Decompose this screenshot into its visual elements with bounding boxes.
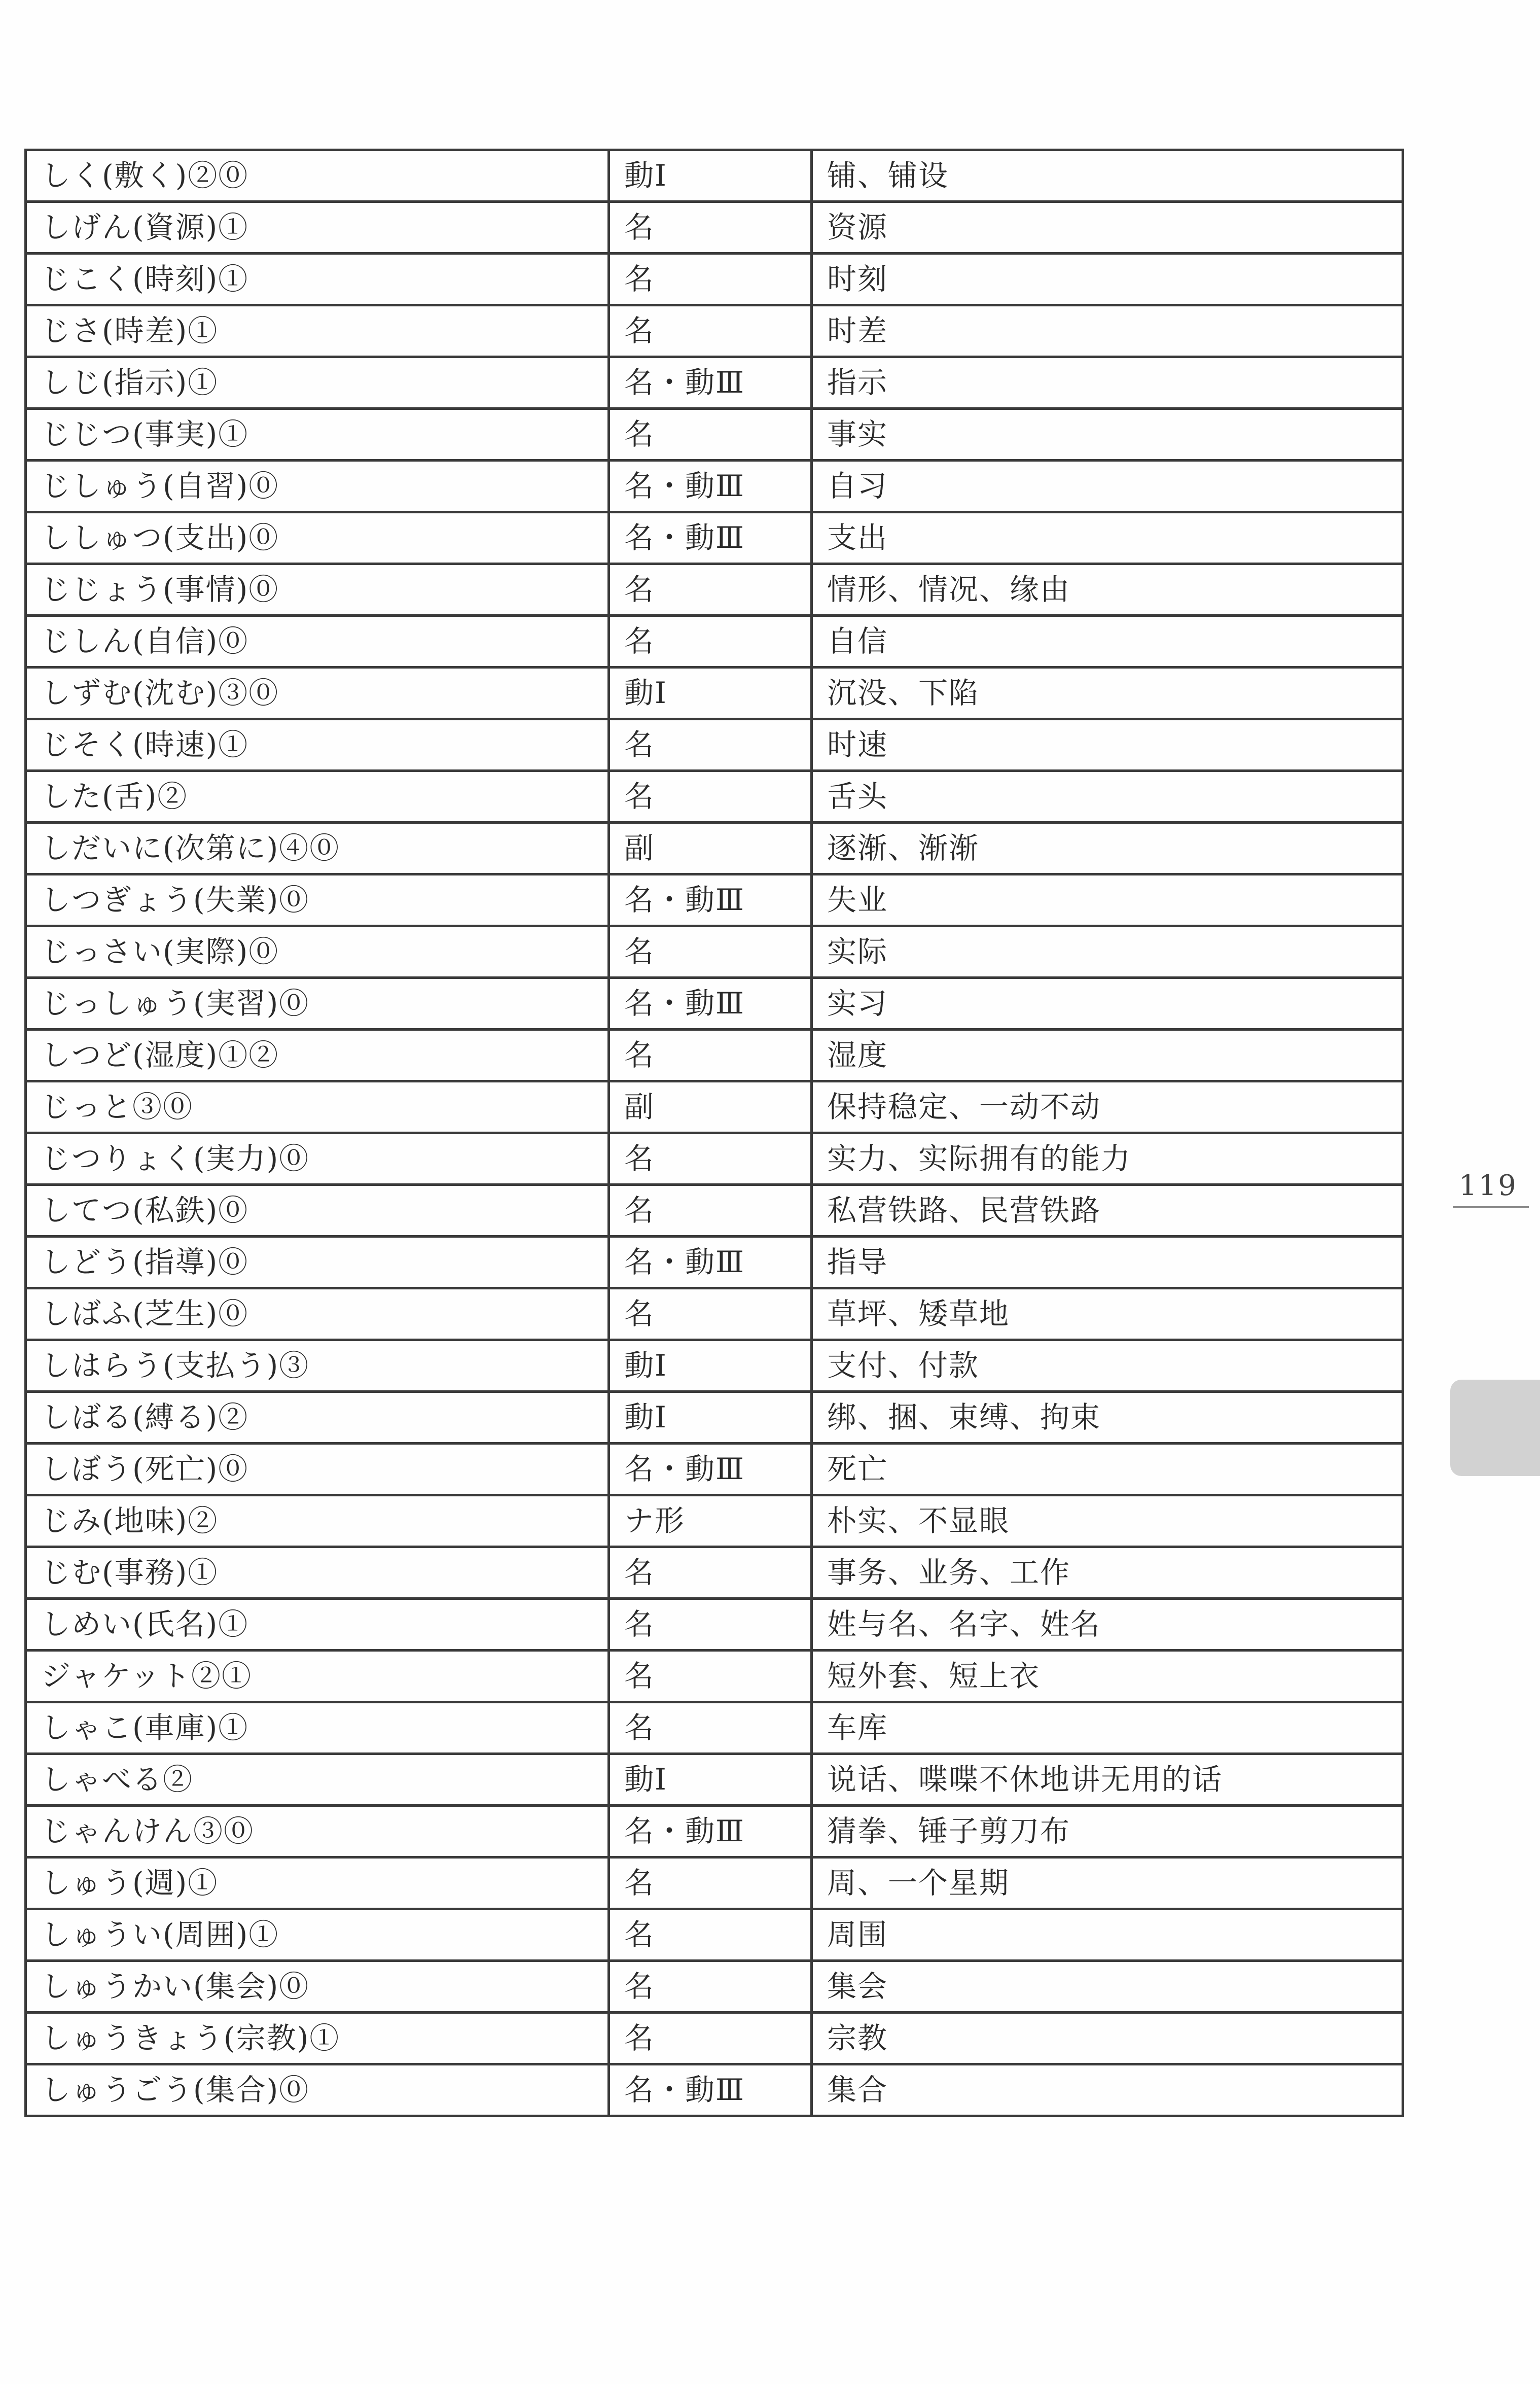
table-row	[26, 1185, 1403, 1237]
word-cell: してつ(私鉄)⓪	[26, 1185, 609, 1237]
vocabulary-table	[24, 149, 1404, 2117]
table-row	[26, 2064, 1403, 2116]
part-of-speech-cell: 動Ⅰ	[609, 668, 812, 719]
meaning-cell: 情形、情况、缘由	[812, 564, 1403, 616]
meaning-cell: 草坪、矮草地	[812, 1288, 1403, 1340]
table-row	[26, 1288, 1403, 1340]
part-of-speech-cell: 動Ⅰ	[609, 1340, 812, 1392]
word-cell: しゃこ(車庫)①	[26, 1702, 609, 1754]
part-of-speech-cell: 名	[609, 1547, 812, 1599]
part-of-speech-cell: 名	[609, 1030, 812, 1081]
word-cell: じゃんけん③⓪	[26, 1806, 609, 1857]
table-row	[26, 1599, 1403, 1651]
table-row	[26, 978, 1403, 1030]
word-cell: しぼう(死亡)⓪	[26, 1444, 609, 1495]
table-row	[26, 1444, 1403, 1495]
table-row	[26, 616, 1403, 668]
table-row	[26, 1806, 1403, 1857]
part-of-speech-cell: 名	[609, 1133, 812, 1185]
part-of-speech-cell: 名	[609, 1909, 812, 1961]
table-row	[26, 305, 1403, 357]
table-row	[26, 1702, 1403, 1754]
table-row	[26, 668, 1403, 719]
table-row	[26, 150, 1403, 202]
part-of-speech-cell: 名	[609, 616, 812, 668]
table-row	[26, 461, 1403, 512]
meaning-cell: 失业	[812, 874, 1403, 926]
word-cell: しずむ(沈む)③⓪	[26, 668, 609, 719]
part-of-speech-cell: 名	[609, 1599, 812, 1651]
word-cell: じじょう(事情)⓪	[26, 564, 609, 616]
part-of-speech-cell: 名	[609, 1651, 812, 1702]
meaning-cell: 自信	[812, 616, 1403, 668]
part-of-speech-cell: 名・動Ⅲ	[609, 1806, 812, 1857]
part-of-speech-cell: 名	[609, 254, 812, 305]
word-cell: しく(敷く)②⓪	[26, 150, 609, 202]
page-number-underline	[1453, 1206, 1529, 1208]
part-of-speech-cell: 名・動Ⅲ	[609, 461, 812, 512]
part-of-speech-cell: 名・動Ⅲ	[609, 2064, 812, 2116]
part-of-speech-cell: 動Ⅰ	[609, 1754, 812, 1806]
word-cell: じむ(事務)①	[26, 1547, 609, 1599]
part-of-speech-cell: 名・動Ⅲ	[609, 1237, 812, 1288]
part-of-speech-cell: 名	[609, 1961, 812, 2013]
part-of-speech-cell: 名	[609, 409, 812, 461]
word-cell: ししゅつ(支出)⓪	[26, 512, 609, 564]
part-of-speech-cell: 動Ⅰ	[609, 150, 812, 202]
meaning-cell: 姓与名、名字、姓名	[812, 1599, 1403, 1651]
meaning-cell: 周、一个星期	[812, 1857, 1403, 1909]
word-cell: じみ(地味)②	[26, 1495, 609, 1547]
meaning-cell: 朴实、不显眼	[812, 1495, 1403, 1547]
meaning-cell: 支出	[812, 512, 1403, 564]
meaning-cell: 死亡	[812, 1444, 1403, 1495]
word-cell: しめい(氏名)①	[26, 1599, 609, 1651]
word-cell: しゅうい(周囲)①	[26, 1909, 609, 1961]
word-cell: しどう(指導)⓪	[26, 1237, 609, 1288]
table-row	[26, 357, 1403, 409]
table-row	[26, 1237, 1403, 1288]
part-of-speech-cell: 副	[609, 1081, 812, 1133]
meaning-cell: 时速	[812, 719, 1403, 771]
meaning-cell: 私营铁路、民营铁路	[812, 1185, 1403, 1237]
meaning-cell: 事实	[812, 409, 1403, 461]
meaning-cell: 资源	[812, 202, 1403, 254]
table-row	[26, 1133, 1403, 1185]
word-cell: じこく(時刻)①	[26, 254, 609, 305]
word-cell: しだいに(次第に)④⓪	[26, 823, 609, 874]
meaning-cell: 铺、铺设	[812, 150, 1403, 202]
word-cell: しつぎょう(失業)⓪	[26, 874, 609, 926]
part-of-speech-cell: 名・動Ⅲ	[609, 1444, 812, 1495]
table-row	[26, 512, 1403, 564]
word-cell: しゅうきょう(宗教)①	[26, 2013, 609, 2064]
part-of-speech-cell: 名	[609, 305, 812, 357]
table-row	[26, 1651, 1403, 1702]
meaning-cell: 时差	[812, 305, 1403, 357]
meaning-cell: 集合	[812, 2064, 1403, 2116]
meaning-cell: 时刻	[812, 254, 1403, 305]
meaning-cell: 绑、捆、束缚、拘束	[812, 1392, 1403, 1444]
word-cell: じっさい(実際)⓪	[26, 926, 609, 978]
thumb-index-tab	[1450, 1380, 1540, 1476]
meaning-cell: 指导	[812, 1237, 1403, 1288]
meaning-cell: 事务、业务、工作	[812, 1547, 1403, 1599]
word-cell: じそく(時速)①	[26, 719, 609, 771]
meaning-cell: 宗教	[812, 2013, 1403, 2064]
meaning-cell: 沉没、下陷	[812, 668, 1403, 719]
table-row	[26, 1909, 1403, 1961]
word-cell: した(舌)②	[26, 771, 609, 823]
part-of-speech-cell: 名	[609, 1185, 812, 1237]
table-row	[26, 202, 1403, 254]
word-cell: じしゅう(自習)⓪	[26, 461, 609, 512]
table-row	[26, 1547, 1403, 1599]
table-row	[26, 719, 1403, 771]
table-row	[26, 564, 1403, 616]
part-of-speech-cell: ナ形	[609, 1495, 812, 1547]
table-row	[26, 1495, 1403, 1547]
word-cell: しばふ(芝生)⓪	[26, 1288, 609, 1340]
table-row	[26, 409, 1403, 461]
part-of-speech-cell: 名	[609, 1288, 812, 1340]
meaning-cell: 逐渐、渐渐	[812, 823, 1403, 874]
word-cell: じさ(時差)①	[26, 305, 609, 357]
table-row	[26, 1081, 1403, 1133]
word-cell: しゅうかい(集会)⓪	[26, 1961, 609, 2013]
table-row	[26, 874, 1403, 926]
table-row	[26, 1340, 1403, 1392]
meaning-cell: 舌头	[812, 771, 1403, 823]
word-cell: しげん(資源)①	[26, 202, 609, 254]
part-of-speech-cell: 名・動Ⅲ	[609, 512, 812, 564]
part-of-speech-cell: 副	[609, 823, 812, 874]
table-row	[26, 771, 1403, 823]
meaning-cell: 保持稳定、一动不动	[812, 1081, 1403, 1133]
table-row	[26, 1030, 1403, 1081]
part-of-speech-cell: 名・動Ⅲ	[609, 357, 812, 409]
meaning-cell: 短外套、短上衣	[812, 1651, 1403, 1702]
table-row	[26, 1961, 1403, 2013]
part-of-speech-cell: 名	[609, 202, 812, 254]
part-of-speech-cell: 名・動Ⅲ	[609, 978, 812, 1030]
word-cell: じっしゅう(実習)⓪	[26, 978, 609, 1030]
meaning-cell: 车库	[812, 1702, 1403, 1754]
part-of-speech-cell: 名	[609, 1702, 812, 1754]
meaning-cell: 自习	[812, 461, 1403, 512]
meaning-cell: 猜拳、锤子剪刀布	[812, 1806, 1403, 1857]
table-row	[26, 1392, 1403, 1444]
word-cell: しはらう(支払う)③	[26, 1340, 609, 1392]
word-cell: じつりょく(実力)⓪	[26, 1133, 609, 1185]
word-cell: じしん(自信)⓪	[26, 616, 609, 668]
table-row	[26, 1857, 1403, 1909]
word-cell: じっと③⓪	[26, 1081, 609, 1133]
meaning-cell: 实力、实际拥有的能力	[812, 1133, 1403, 1185]
word-cell: しじ(指示)①	[26, 357, 609, 409]
meaning-cell: 支付、付款	[812, 1340, 1403, 1392]
word-cell: しゃべる②	[26, 1754, 609, 1806]
word-cell: じじつ(事実)①	[26, 409, 609, 461]
table-row	[26, 2013, 1403, 2064]
page-number: 119	[1459, 1169, 1518, 1202]
meaning-cell: 说话、喋喋不休地讲无用的话	[812, 1754, 1403, 1806]
table-row	[26, 1754, 1403, 1806]
meaning-cell: 集会	[812, 1961, 1403, 2013]
word-cell: しつど(湿度)①②	[26, 1030, 609, 1081]
meaning-cell: 实际	[812, 926, 1403, 978]
word-cell: ジャケット②①	[26, 1651, 609, 1702]
word-cell: しばる(縛る)②	[26, 1392, 609, 1444]
part-of-speech-cell: 動Ⅰ	[609, 1392, 812, 1444]
part-of-speech-cell: 名	[609, 564, 812, 616]
meaning-cell: 实习	[812, 978, 1403, 1030]
meaning-cell: 湿度	[812, 1030, 1403, 1081]
meaning-cell: 周围	[812, 1909, 1403, 1961]
part-of-speech-cell: 名	[609, 2013, 812, 2064]
meaning-cell: 指示	[812, 357, 1403, 409]
word-cell: しゅうごう(集合)⓪	[26, 2064, 609, 2116]
vocabulary-table-body	[26, 150, 1403, 2116]
part-of-speech-cell: 名	[609, 771, 812, 823]
table-row	[26, 254, 1403, 305]
part-of-speech-cell: 名	[609, 719, 812, 771]
part-of-speech-cell: 名・動Ⅲ	[609, 874, 812, 926]
part-of-speech-cell: 名	[609, 1857, 812, 1909]
table-row	[26, 926, 1403, 978]
table-row	[26, 823, 1403, 874]
part-of-speech-cell: 名	[609, 926, 812, 978]
word-cell: しゅう(週)①	[26, 1857, 609, 1909]
